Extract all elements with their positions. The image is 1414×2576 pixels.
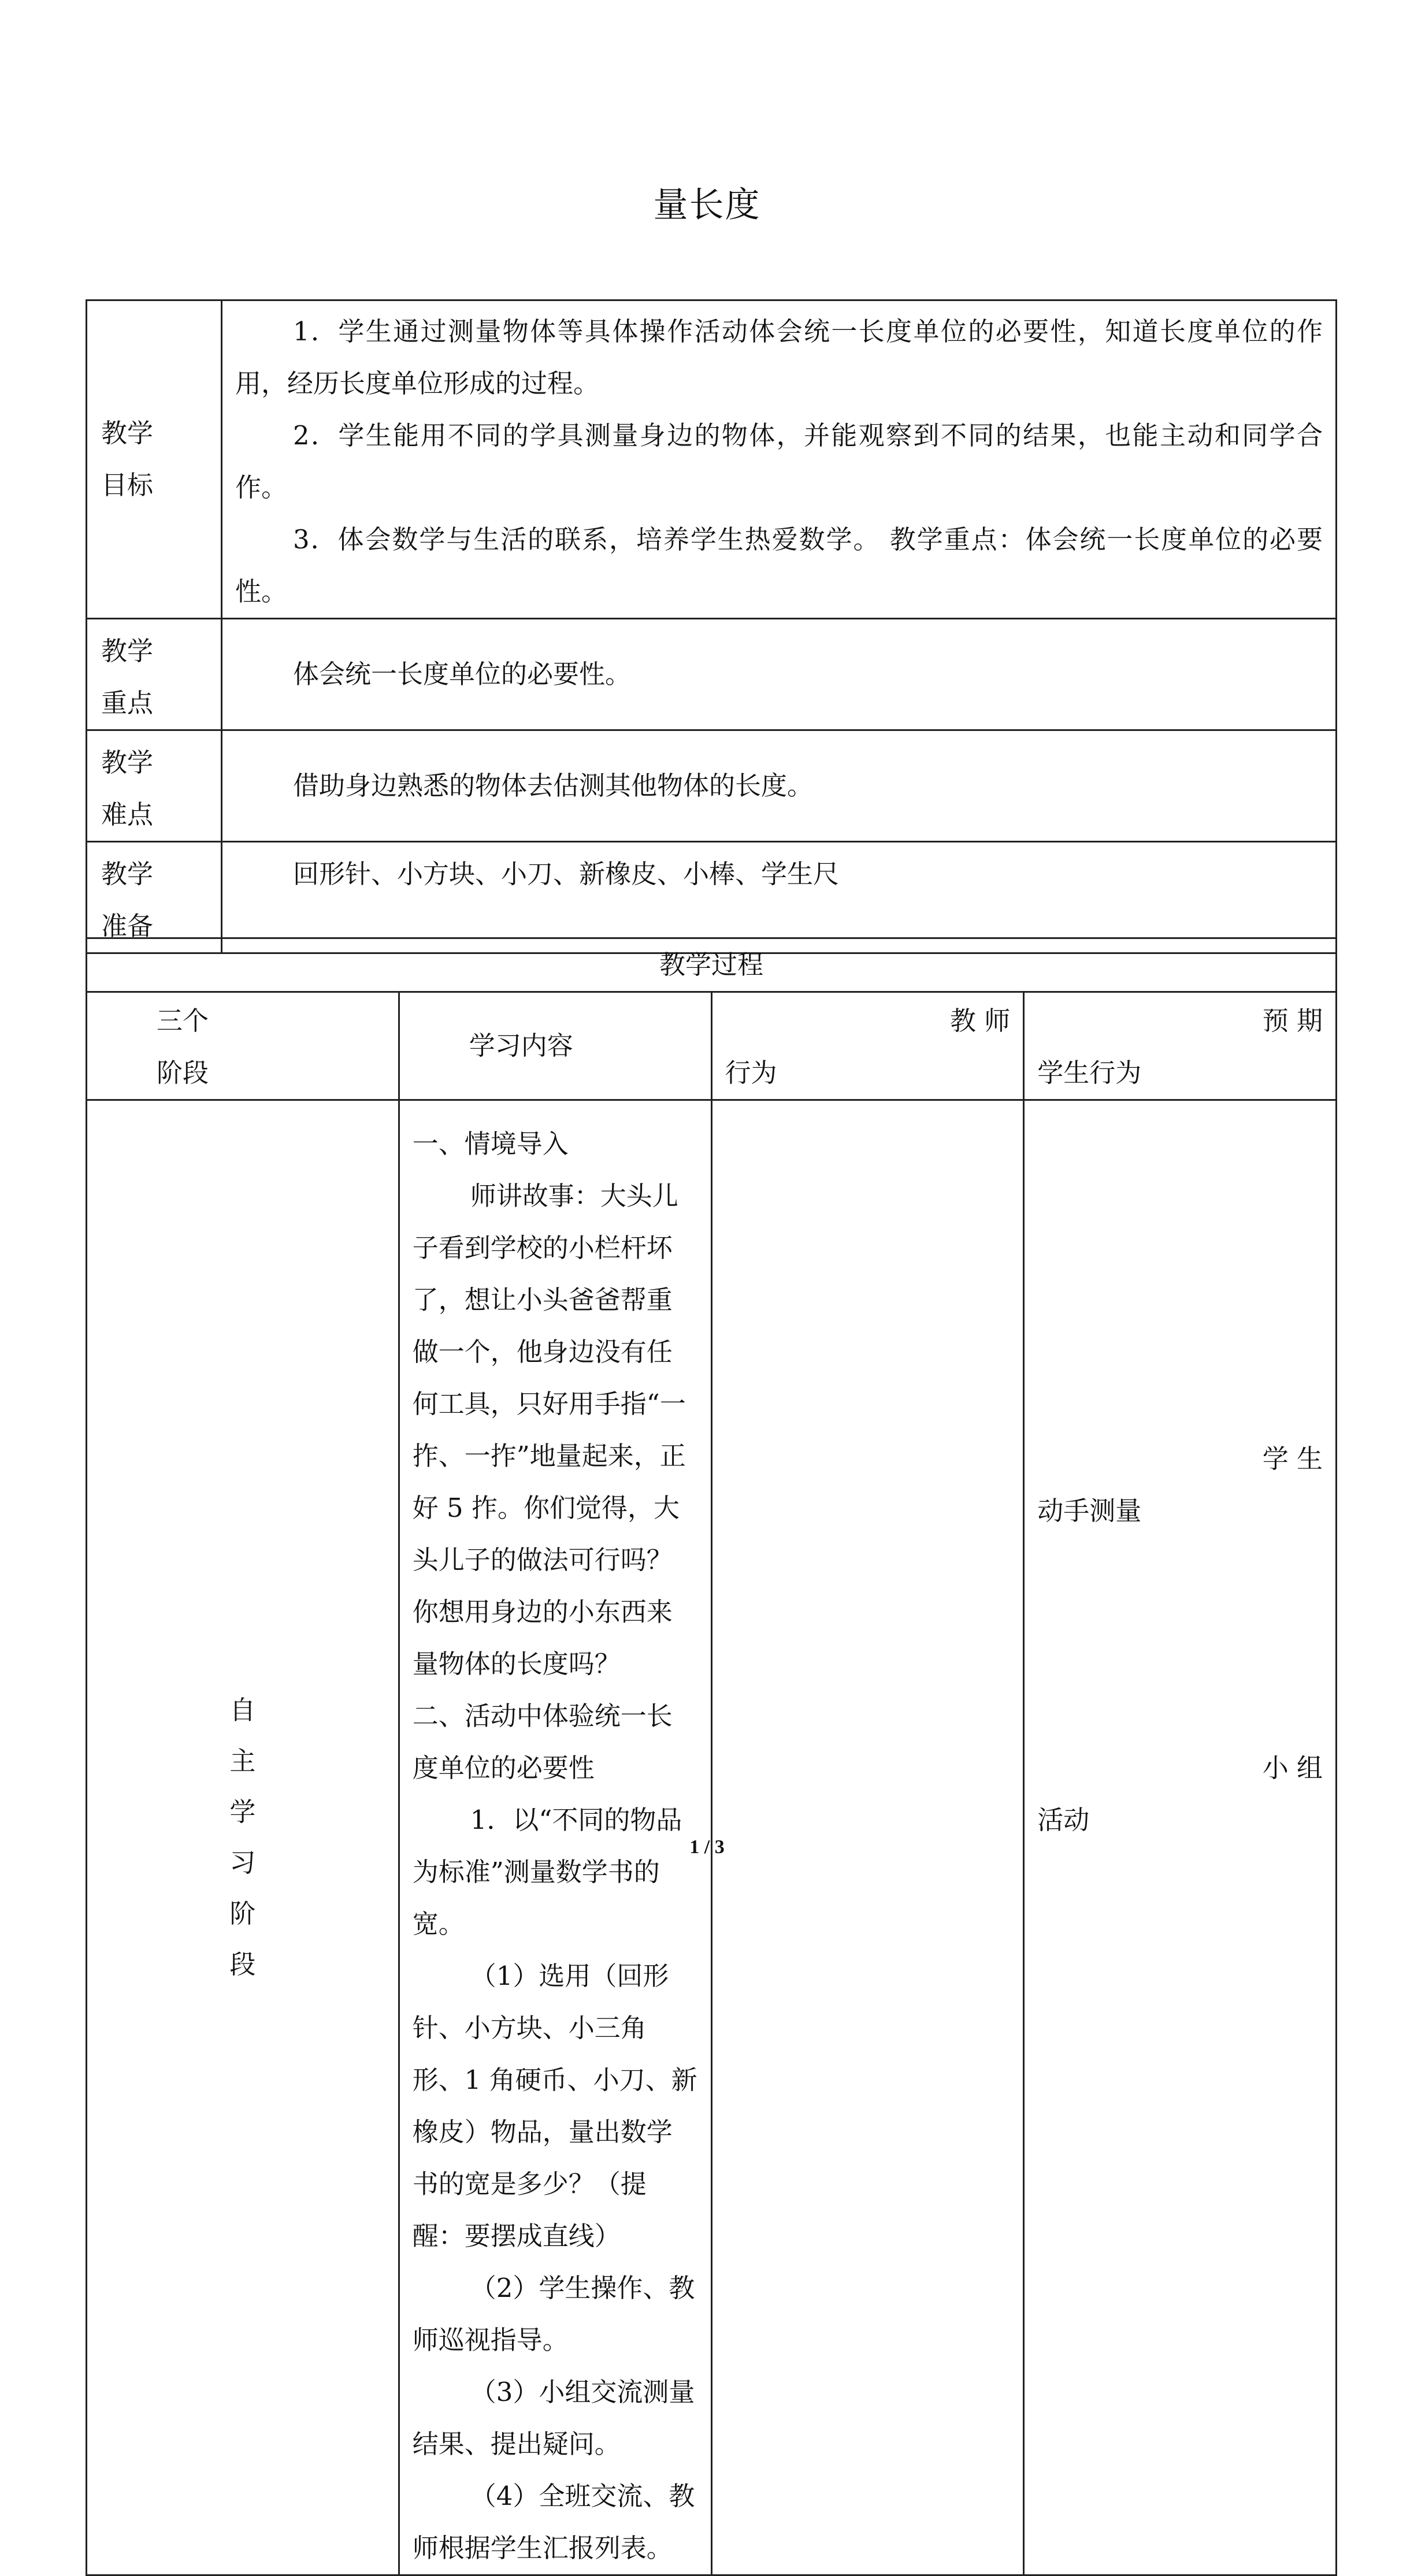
process-table bbox=[86, 937, 1337, 2576]
process-heading: 教学过程 bbox=[87, 938, 1337, 992]
process-heading-row bbox=[87, 938, 1337, 992]
activity-1: 1．以“不同的物品为标准”测量数学书的宽。 bbox=[412, 1805, 682, 1939]
key-point-label: 教学 重点 bbox=[87, 619, 222, 730]
objectives-content bbox=[222, 300, 1337, 619]
preparation-content: 回形针、小方块、小刀、新橡皮、小棒、学生尺 bbox=[222, 842, 1337, 953]
key-point-row bbox=[87, 619, 1337, 730]
column-student: 预 期 学生行为 bbox=[1024, 992, 1337, 1100]
objectives-table bbox=[86, 299, 1337, 954]
column-stage: 三个 阶段 bbox=[87, 992, 399, 1100]
difficulty-content: 借助身边熟悉的物体去估测其他物体的长度。 bbox=[222, 730, 1337, 842]
key-point-content: 体会统一长度单位的必要性。 bbox=[222, 619, 1337, 730]
step-4: （4）全班交流、教师根据学生汇报列表。 bbox=[412, 2481, 695, 2563]
page-number: 1 / 3 bbox=[689, 1836, 725, 1858]
step-3: （3）小组交流测量结果、提出疑问。 bbox=[412, 2377, 695, 2459]
column-teacher: 教 师 行为 bbox=[711, 992, 1024, 1100]
difficulty-label: 教学 难点 bbox=[87, 730, 222, 842]
story-paragraph: 师讲故事：大头儿子看到学校的小栏杆坏了，想让小头爸爸帮重做一个，他身边没有任何工具，只好用手指“一拃、一拃”地量起来，正好 5 拃。你们觉得，大头儿子的做法可行吗？你想用身边的小东西来量物体的长度吗？ bbox=[412, 1181, 686, 1679]
difficulty-row bbox=[87, 730, 1337, 842]
objective-item-2: 2．学生能用不同的学具测量身边的物体，并能观察到不同的结果，也能主动和同学合作。 bbox=[235, 420, 1323, 503]
objectives-label: 教学 目标 bbox=[87, 300, 222, 619]
section-heading-1: 一、情境导入 bbox=[412, 1129, 569, 1159]
preparation-row bbox=[87, 842, 1337, 953]
section-heading-2: 二、活动中体验统一长度单位的必要性 bbox=[412, 1701, 673, 1783]
process-column-headers bbox=[87, 992, 1337, 1100]
student-behavior-measure: 学 生 动手测量 bbox=[1037, 1443, 1323, 1526]
step-2: （2）学生操作、教师巡视指导。 bbox=[412, 2273, 695, 2355]
preparation-label: 教学 准备 bbox=[87, 842, 222, 953]
stage-label: 自 主 学 习 阶 段 bbox=[87, 1100, 399, 2575]
objective-item-3: 3．体会数学与生活的联系，培养学生热爱数学。 教学重点：体会统一长度单位的必要性。 bbox=[235, 524, 1323, 607]
page-title: 量长度 bbox=[653, 185, 761, 225]
step-1: （1）选用（回形针、小方块、小三角形、1 角硬币、小刀、新橡皮）物品，量出数学书的宽是多少？（提醒：要摆成直线） bbox=[412, 1961, 697, 2251]
objectives-row bbox=[87, 300, 1337, 619]
student-behavior-group: 小 组 活动 bbox=[1037, 1753, 1323, 1835]
column-content: 学习内容 bbox=[399, 992, 711, 1100]
objective-item-1: 1．学生通过测量物体等具体操作活动体会统一长度单位的必要性，知道长度单位的作用，经历长度单位形成的过程。 bbox=[235, 316, 1323, 399]
